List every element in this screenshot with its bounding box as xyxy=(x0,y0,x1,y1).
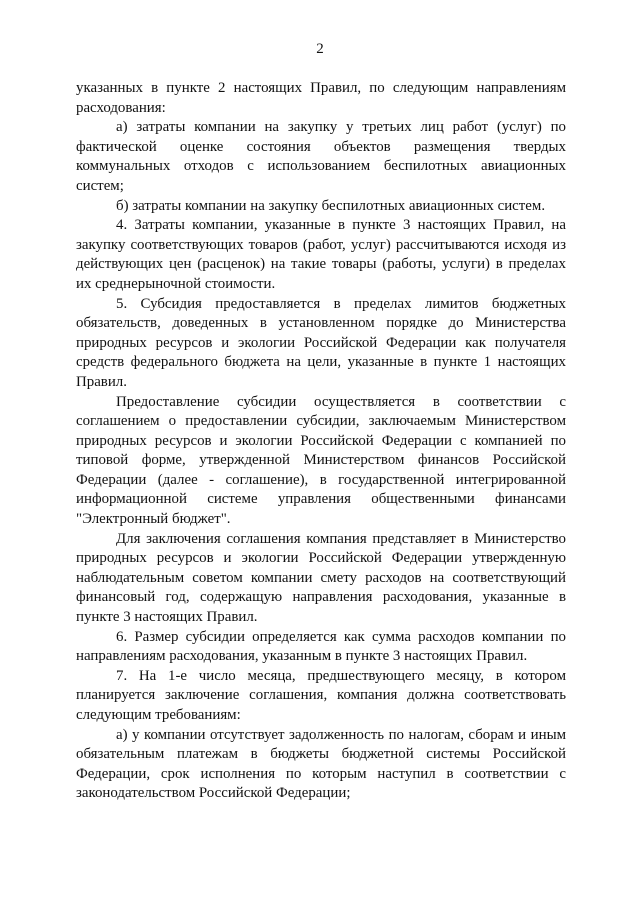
page-number: 2 xyxy=(316,41,324,57)
paragraph-item-a-contractor-works: а) затраты компании на закупку у третьих лиц работ (услуг) по фактической оценке состояния объектов размещения твердых коммунальных отходов с использованием беспилотных авиационных систем; xyxy=(76,119,566,194)
paragraph-continuation: указанных в пункте 2 настоящих Правил, по следующим направлениям расходования: xyxy=(76,80,566,116)
paragraph-item-b-drone-purchase: б) затраты компании на закупку беспилотных авиационных систем. xyxy=(116,197,546,214)
paragraph-clause-4: 4. Затраты компании, указанные в пункте 3 настоящих Правил, на закупку соответствующих товаров (работ, услуг) рассчитываются исходя из действующих цен (расценок) на такие товары (работы, услуги) в пределах их среднерыночной стоимости. xyxy=(76,217,566,292)
paragraph-clause-5: 5. Субсидия предоставляется в пределах лимитов бюджетных обязательств, доведенных в установленном порядке до Министерства природных ресурсов и экологии Российской Федерации как получателя средств федерального бюджета на цели, указанные в пункте 1 настоящих Правил. xyxy=(76,295,566,390)
paragraph-clause-6: 6. Размер субсидии определяется как сумма расходов компании по направлениям расходования, указанным в пункте 3 настоящих Правил. xyxy=(76,628,566,665)
paragraph-agreement-estimate: Для заключения соглашения компания представляет в Министерство природных ресурсов и экологии Российской Федерации утвержденную наблюдательным советом компании смету расходов на соответствующий финансовый год, содержащую направления расходования, указанные в пункте 3 настоящих Правил. xyxy=(76,530,566,626)
paragraph-subsidy-agreement: Предоставление субсидии осуществляется в соответствии с соглашением о предоставлении субсидии, заключаемым Министерством природных ресурсов и экологии Российской Федерации с компанией по типовой форме, утвержденной Министерством финансов Российской Федерации (далее - соглашение), в государственной интегрированной информационной системе управления общественными финансами "Электронный бюджет". xyxy=(76,393,566,528)
paragraph-requirement-a: а) у компании отсутствует задолженность по налогам, сборам и иным обязательным платежам в бюджеты бюджетной системы Российской Федерации, срок исполнения по которым наступил в соответствии с законодательством Российской Федерации; xyxy=(76,726,566,802)
document-body xyxy=(76,79,566,804)
paragraph-clause-7: 7. На 1-е число месяца, предшествующего месяцу, в котором планируется заключение соглашения, компания должна соответствовать следующим требованиям: xyxy=(76,667,566,723)
